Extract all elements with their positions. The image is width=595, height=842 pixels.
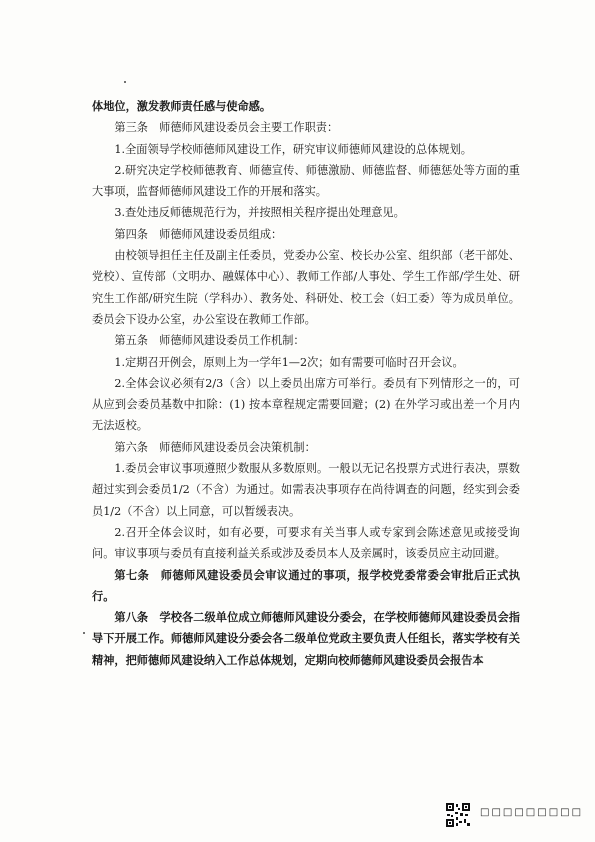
paragraph: 1.定期召开例会，原则上为一学年1—2次；如有需要可临时召开会议。 bbox=[114, 355, 464, 369]
paragraph: 3.查处违反师德规范行为，并按照相关程序提出处理意见。 bbox=[114, 206, 405, 220]
paragraph: 第三条 师德师风建设委员会主要工作职责： bbox=[114, 121, 339, 135]
paragraph: 第六条 师德师风建设委员会决策机制： bbox=[114, 440, 316, 454]
paragraph: 第四条 师德师风建设委员组成： bbox=[114, 227, 283, 241]
paragraph: 1.全面领导学校师德师风建设工作，研究审议师德师风建设的总体规划。 bbox=[114, 142, 472, 156]
paragraph: 第七条 师德师风建设委员会审议通过的事项，报学校党委常委会审批后正式执行。 bbox=[92, 567, 520, 603]
paragraph: 第八条 学校各二级单位成立师德师风建设分委会，在学校师德师风建设委员会指导下开展工作。师德师风建设分委会各二级单位党政主要负责人任组长，落实学校有关精神，把师德师风建设纳入工作总体规划，定期向校师德师风建设委员会报告本 bbox=[92, 610, 520, 667]
scan-speck bbox=[124, 81, 126, 83]
paragraph: 2.研究决定学校师德教育、师德宣传、师德激励、师德监督、师德惩处等方面的重大事项，监督师德师风建设工作的开展和落实。 bbox=[92, 163, 520, 199]
paragraph: 2.召开全体会议时，如有必要，可要求有关当事人或专家到会陈述意见或接受询问。审议事项与委员有直接利益关系或涉及委员本人及亲属时，该委员应主动回避。 bbox=[92, 525, 520, 561]
footer-text: □□□□□□□□□ bbox=[480, 807, 584, 818]
document-body bbox=[92, 96, 520, 671]
paragraph: 1.委员会审议事项遵照少数服从多数原则。一般以无记名投票方式进行表决，票数超过实到会委员1/2（不含）为通过。如需表决事项存在尚待调查的问题，经实到会委员1/2（不含）以上同意，可以暂缓表决。 bbox=[92, 462, 520, 518]
paragraph: 由校领导担任主任及副主任委员，党委办公室、校长办公室、组织部（老干部处、党校）、宣传部（文明办、融媒体中心）、教师工作部/人事处、学生工作部/学生处、研究生工作部/研究生院（学科办）、教务处、科研处、校工会（妇工委）等为成员单位。委员会下设办公室，办公室设在教师工作部。 bbox=[92, 249, 520, 326]
paragraph: 体地位，激发教师责任感与使命感。 bbox=[92, 99, 272, 113]
qr-code-icon bbox=[446, 803, 470, 827]
paragraph: 2.全体会议必须有2/3（含）以上委员出席方可举行。委员有下列情形之一的，可从应到会委员基数中扣除：(1) 按本章程规定需要回避；(2) 在外学习或出差一个月内无法返校。 bbox=[92, 376, 520, 433]
scan-speck bbox=[83, 632, 85, 634]
paragraph: 第五条 师德师风建设委员工作机制： bbox=[114, 334, 305, 348]
